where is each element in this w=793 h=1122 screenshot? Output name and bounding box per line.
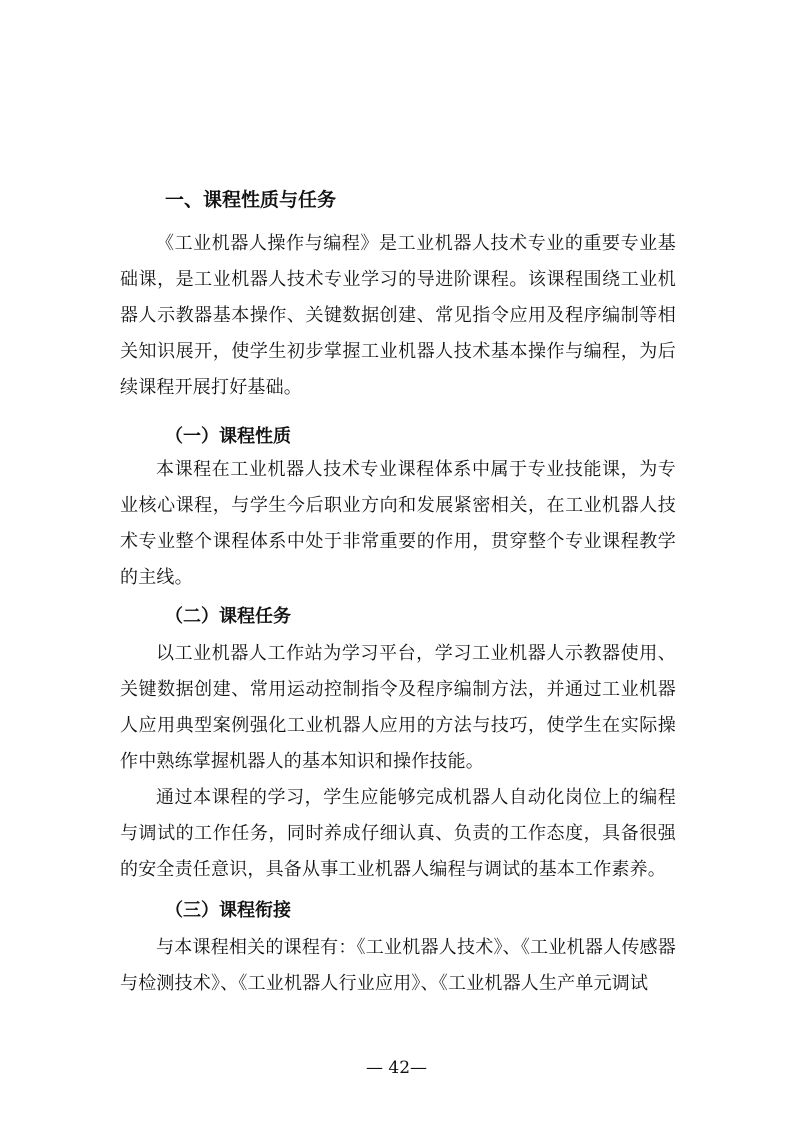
paragraph: 通过本课程的学习，学生应能够完成机器人自动化岗位上的编程与调试的工作任务，同时养成仔细认真、负责的工作态度，具备很强的安全责任意识，具备从事工业机器人编程与调试的基本工作素养。 (120, 787, 676, 880)
subsection-heading-task: （二）课程任务 (165, 606, 291, 627)
subsection-nature-body (120, 452, 676, 596)
page-number: — 42— (365, 1058, 428, 1078)
section-intro-paragraph: 《工业机器人操作与编程》是工业机器人技术专业的重要专业基础课，是工业机器人技术专业学习的导进阶课程。该课程围绕工业机器人示教器基本操作、关键数据创建、常见指令应用及程序编制等相关知识展开，使学生初步掌握工业机器人技术基本操作与编程，为后续课程开展打好基础。 (120, 233, 676, 398)
section-intro-block (120, 226, 676, 406)
subsection-connection-body (120, 930, 676, 1002)
subsection-heading-connection: （三）课程衔接 (165, 900, 291, 921)
paragraph: 与本课程相关的课程有：《工业机器人技术》、《工业机器人传感器与检测技术》、《工业机器人行业应用》、《工业机器人生产单元调试 (120, 937, 676, 994)
subsection-heading-nature: （一）课程性质 (165, 426, 291, 447)
paragraph: 本课程在工业机器人技术专业课程体系中属于专业技能课，为专业核心课程，与学生今后职业方向和发展紧密相关，在工业机器人技术专业整个课程体系中处于非常重要的作用，贯穿整个专业课程教学的主线。 (120, 459, 676, 588)
paragraph: 以工业机器人工作站为学习平台，学习工业机器人示教器使用、关键数据创建、常用运动控制指令及程序编制方法，并通过工业机器人应用典型案例强化工业机器人应用的方法与技巧，使学生在实际操作中熟练掌握机器人的基本知识和操作技能。 (120, 643, 676, 772)
subsection-task-body (120, 636, 676, 888)
section-title: 一、课程性质与任务 (165, 189, 337, 211)
